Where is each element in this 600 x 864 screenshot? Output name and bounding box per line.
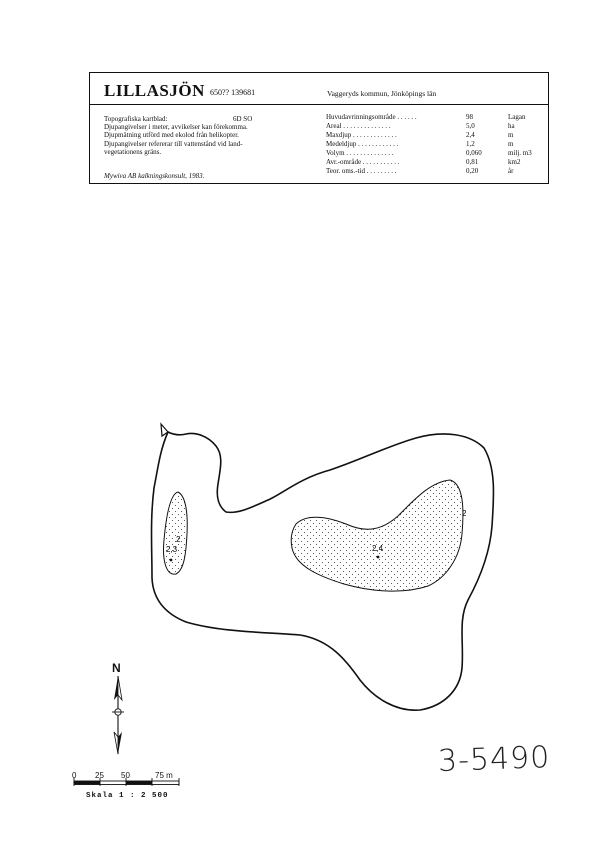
scale-caption: Skala 1 : 2 500 [86,792,169,800]
stat-value: 98 [466,113,473,121]
note-line: vegetationens gräns. [104,147,162,156]
note-line: Djupangivelser i meter, avvikelser kan förekomma. [104,123,248,132]
stat-label: Huvudavrinningsområde . . . . . . [326,113,417,121]
north-label: N [112,661,121,675]
stat-unit: Lagan [508,113,526,121]
stat-unit: m [508,131,514,139]
stat-value: 2,4 [466,131,475,139]
map-sheet: 6D SO [233,115,253,123]
stat-label: Volym . . . . . . . . . . . . . . [326,149,394,157]
scale-tick-label: 50 [121,771,130,780]
stat-unit: år [508,167,514,175]
stat-label: Avr.-område . . . . . . . . . . . [326,158,400,166]
west-depth-contour [164,492,188,574]
scale-tick-label: 0 [72,771,77,780]
stat-label: Teor. oms.-tid . . . . . . . . . [326,167,397,175]
stat-label: Areal . . . . . . . . . . . . . . [326,122,391,130]
stat-value: 1,2 [466,140,475,148]
east-contour-label: 2 [462,509,467,518]
scale-tick-label: 75 m [155,771,173,780]
note-line: Djupangivelser refererar till vattenstånd vid land- [104,139,243,148]
stat-unit: km2 [508,158,521,166]
east-max-depth-point [377,556,380,559]
east-depth-contour [291,480,463,591]
stat-unit: m [508,140,514,148]
coordinates: 650?? 139681 [210,88,256,97]
credit: Mywiva AB kalkningskonsult, 1983. [104,172,205,180]
lake-name: LILLASJÖN [104,81,205,100]
handwritten-id: 3-5490 [437,740,551,779]
note-line: Djupmätning utförd med ekolod från helikopter. [104,131,239,140]
stat-unit: ha [508,122,515,130]
west-max-depth-point [170,559,173,562]
municipality: Vaggeryds kommun, Jönköpings län [327,89,437,98]
stat-unit: milj. m3 [508,149,532,157]
stat-label: Maxdjup . . . . . . . . . . . . . [326,131,397,139]
west-max-depth-label: 2,3 [166,545,178,554]
east-max-depth-label: 2,4 [372,544,384,553]
stat-value: 0,81 [466,158,479,166]
stat-value: 5,0 [466,122,475,130]
stat-label: Medeldjup . . . . . . . . . . . . [326,140,399,148]
north-arrow-icon [112,676,124,754]
west-contour-label: 2 [176,535,181,544]
note-line: Topografiska kartblad: [104,115,168,123]
stat-value: 0,060 [466,149,482,157]
scale-tick-label: 25 [95,771,104,780]
stat-value: 0,20 [466,167,479,175]
